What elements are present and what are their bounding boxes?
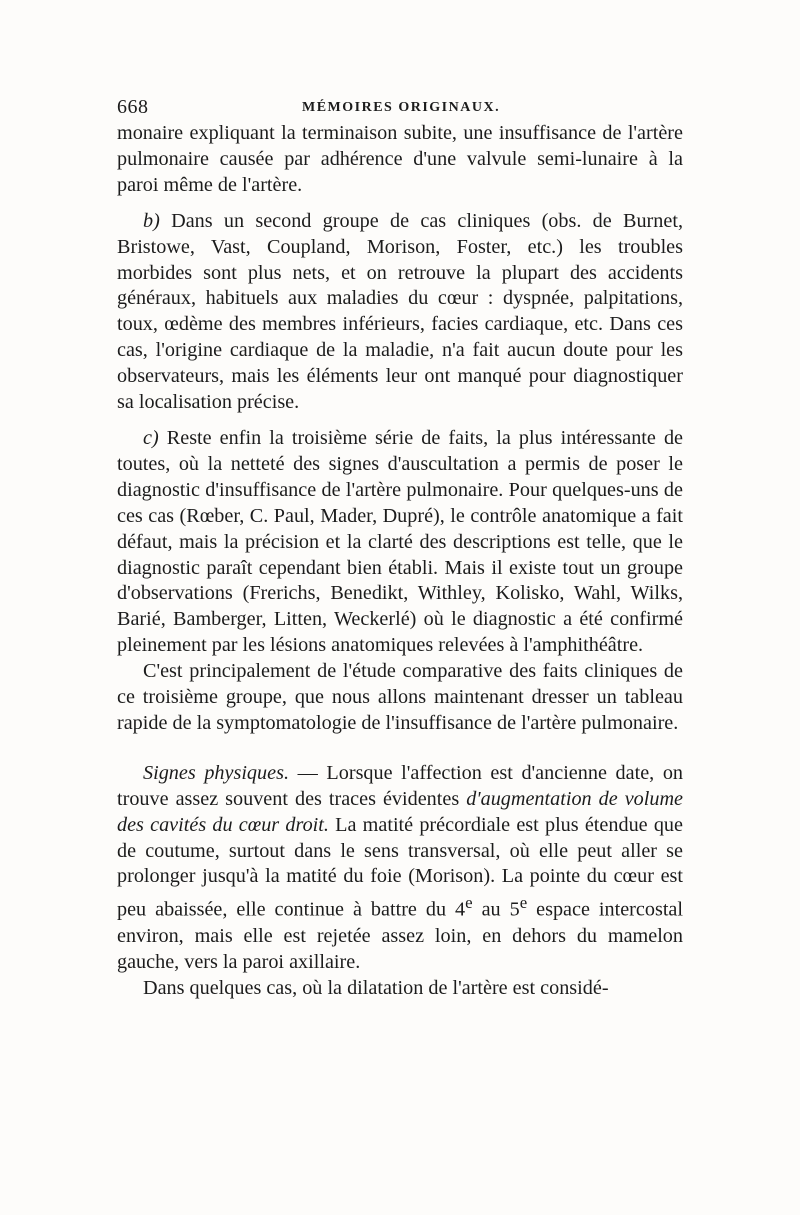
paragraph-text: La matité précordiale est plus étendue que de coutume, surtout dans le sens transversal, où elle peut aller se prolonger jusqu'à la matité du foie (Morison). La pointe du cœur est peu abaissée, elle continue à battre du 4: [117, 813, 683, 922]
paragraph-text: au 5: [472, 899, 520, 922]
list-label-c: c): [143, 426, 159, 449]
paragraph-text: Dans quelques cas, où la dilatation de l'artère est considé-: [143, 976, 609, 999]
paragraph-c: [117, 426, 683, 659]
paragraph-b: [117, 209, 683, 416]
paragraph-signes-physiques: [117, 761, 683, 976]
paragraph-text: espace intercostal environ, mais elle est rejetée assez loin, en dehors du mamelon gauche, vers la paroi axillaire.: [117, 899, 683, 973]
superscript: e: [519, 893, 528, 913]
paragraph-text: Reste enfin la troisième série de faits, la plus intéressante de toutes, où la netteté des signes d'auscultation a permis de poser le diagnostic d'insuffisance de l'artère pulmonaire. Pour quelques-uns de ces cas (Rœber, C. Paul, Mader, Dupré), le contrôle anatomique a fait défaut, mais la précision et la clarté des descriptions est telle, que le diagnostic paraît cependant bien établi. Mais il existe tout un groupe d'observations (Frerichs, Benedikt, Withley, Kolisko, Wahl, Wilks, Barié, Bamberger, Litten, Weckerlé) où le diagnostic a été confirmé pleinement par les lésions anatomiques relevées à l'amphithéâtre.: [117, 426, 683, 657]
superscript: e: [465, 893, 473, 913]
paragraph-final: [117, 976, 683, 1002]
page-body: [117, 121, 683, 1002]
paragraph-text: monaire expliquant la terminaison subite, une insuffisance de l'artère pulmonaire causée par adhérence d'une valvule semi-lunaire à la paroi même de l'artère.: [117, 122, 683, 196]
paragraph-summary: [117, 659, 683, 737]
page-number: 668: [117, 96, 149, 118]
paragraph-text: C'est principalement de l'étude comparative des faits cliniques de ce troisième groupe, que nous allons maintenant dresser un tableau rapide de la symptomatologie de l'insuffisance de l'artère pulmonaire.: [117, 660, 683, 734]
running-title: MÉMOIRES ORIGINAUX.: [302, 100, 501, 115]
paragraph-text: — Lorsque l'affection est d'ancienne date, on trouve assez souvent des traces évidentes: [117, 761, 684, 810]
list-label-b: b): [143, 209, 160, 232]
paragraph-continuation: [117, 121, 683, 199]
paragraph-text: Dans un second groupe de cas cliniques (obs. de Burnet, Bristowe, Vast, Coupland, Morison, Foster, etc.) les troubles morbides sont plus nets, et on retrouve la plupart des accidents généraux, habituels aux maladies du cœur : dyspnée, palpitations, toux, œdème des membres inférieurs, facies cardiaque, etc. Dans ces cas, l'origine cardiaque de la maladie, n'a fait aucun doute pour les observateurs, mais les éléments leur ont manqué pour diagnostiquer sa localisation précise.: [117, 209, 683, 414]
emphasis-text: d'augmentation de volume des cavités du cœur droit.: [117, 787, 683, 836]
section-heading: Signes physiques.: [143, 761, 289, 784]
